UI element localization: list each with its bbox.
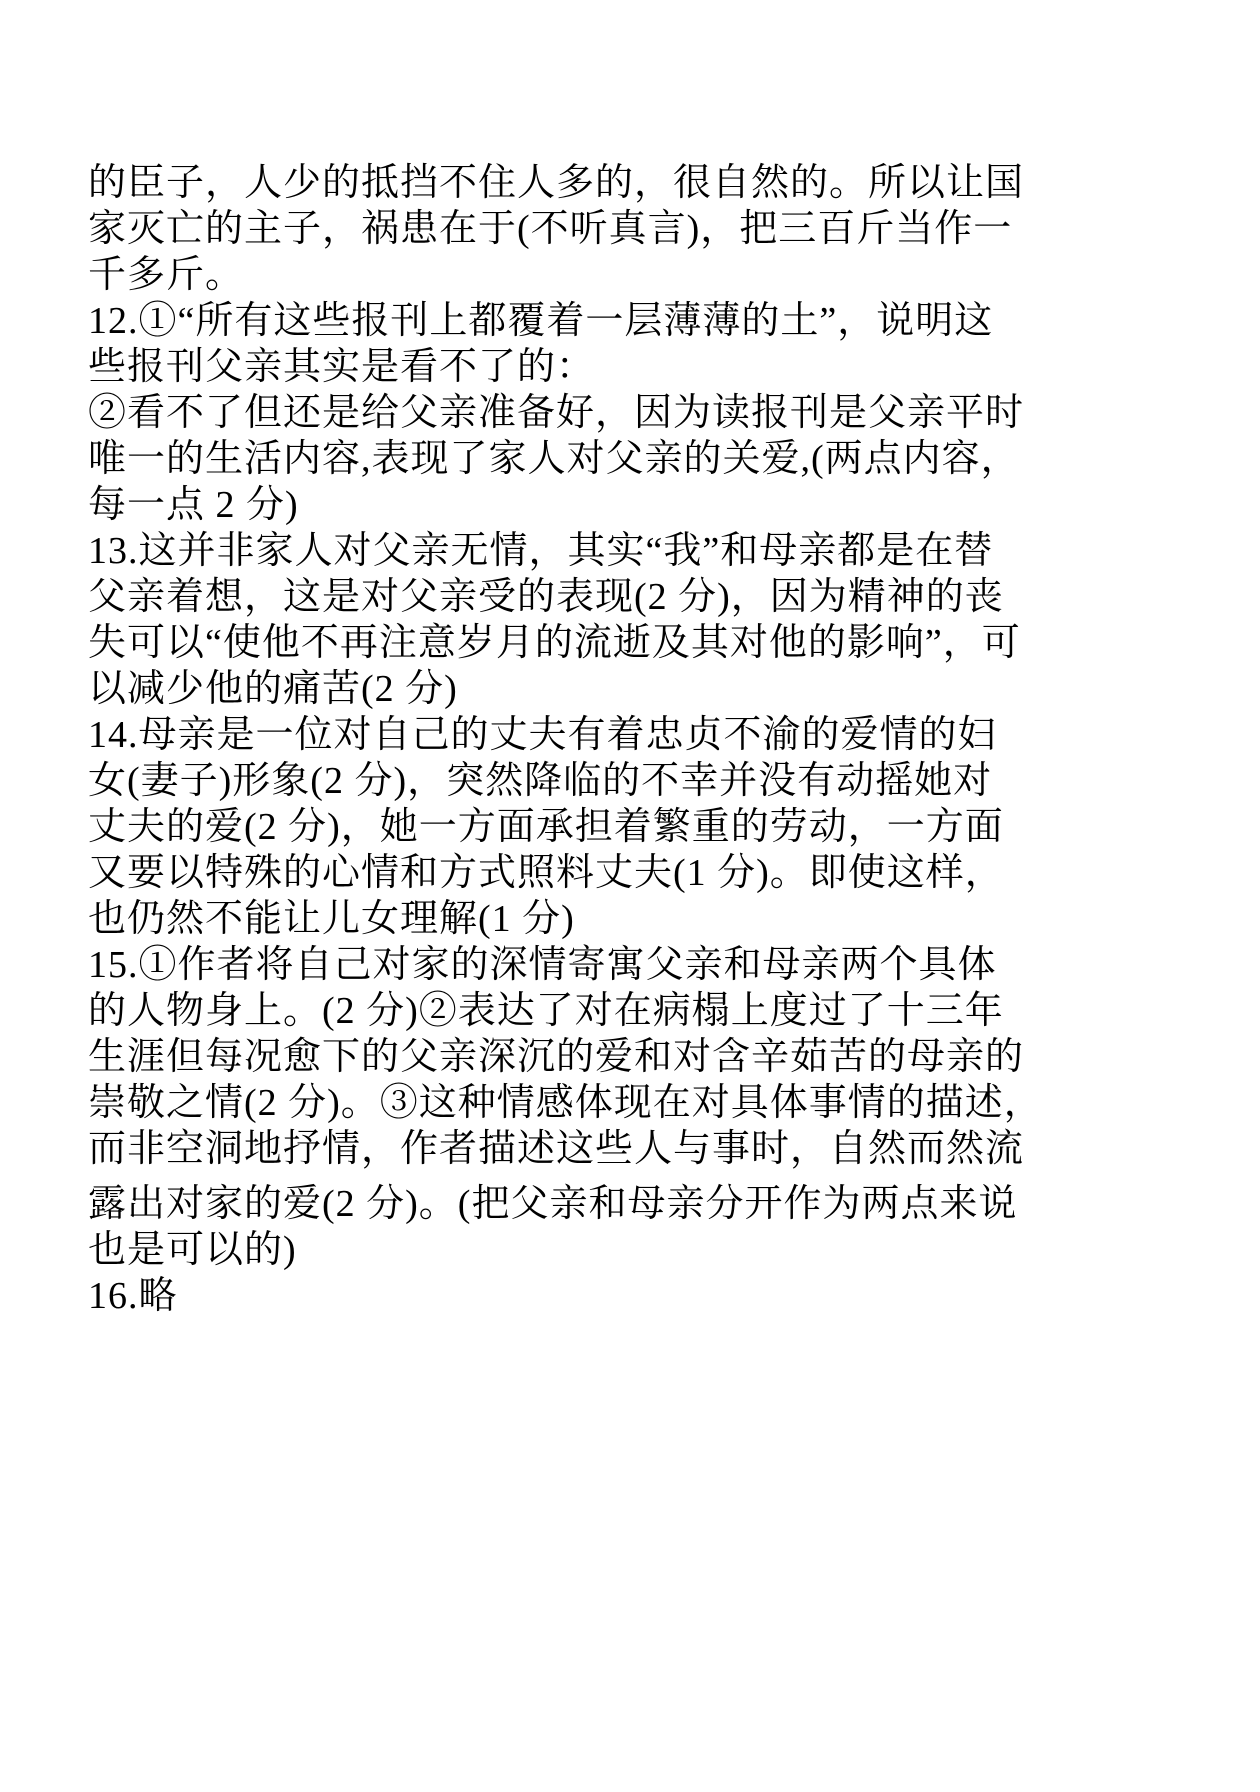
answer-key-text-block — [88, 160, 1043, 1319]
text-line: 父亲着想，这是对父亲受的表现(2 分)，因为精神的丧 — [88, 576, 1004, 618]
text-line: 又要以特殊的心情和方式照料丈夫(1 分)。即使这样， — [88, 852, 1004, 894]
text-line: 也仍然不能让儿女理解(1 分) — [88, 898, 575, 940]
text-line: 13.这并非家人对父亲无情，其实“我”和母亲都是在替 — [88, 530, 994, 572]
answer-13 — [88, 528, 1021, 712]
text-line: 16.略 — [88, 1275, 178, 1317]
answer-15 — [88, 942, 1043, 1273]
text-line: 失可以“使他不再注意岁月的流逝及其对他的影响”，可 — [88, 622, 1021, 664]
answer-16 — [88, 1273, 988, 1319]
text-line: 每一点 2 分) — [88, 484, 299, 526]
text-line: 12.①“所有这些报刊上都覆着一层薄薄的土”，说明这 — [88, 300, 994, 342]
text-line: 千多斤。 — [88, 254, 245, 296]
text-line: 唯一的生活内容,表现了家人对父亲的关爱,(两点内容， — [88, 438, 1020, 480]
answer-14 — [88, 712, 1004, 942]
text-line: 女(妻子)形象(2 分)，突然降临的不幸并没有动摇她对 — [88, 760, 993, 802]
text-line: 生涯但每况愈下的父亲深沉的爱和对含辛茹苦的母亲的 — [88, 1036, 1025, 1078]
text-line: 些报刊父亲其实是看不了的： — [88, 346, 596, 388]
text-line: 而非空洞地抒情，作者描述这些人与事时，自然而然流 — [88, 1128, 1025, 1170]
text-line: 15.①作者将自己对家的深情寄寓父亲和母亲两个具体 — [88, 944, 997, 986]
text-line: 家灭亡的主子，祸患在于(不听真言)，把三百斤当作一 — [88, 208, 1013, 250]
text-line: 的臣子，人少的抵挡不住人多的，很自然的。所以让国 — [88, 162, 1025, 204]
text-line: 以减少他的痛苦(2 分) — [88, 668, 458, 710]
text-line: 也是可以的) — [88, 1229, 297, 1271]
text-line: ②看不了但还是给父亲准备好，因为读报刊是父亲平时 — [88, 392, 1025, 434]
text-line: 崇敬之情(2 分)。③这种情感体现在对具体事情的描述， — [88, 1082, 1043, 1124]
text-line: 丈夫的爱(2 分)，她一方面承担着繁重的劳动，一方面 — [88, 806, 1004, 848]
text-line: 的人物身上。(2 分)②表达了对在病榻上度过了十三年 — [88, 990, 1004, 1032]
text-line: 露出对家的爱(2 分)。(把父亲和母亲分开作为两点来说 — [88, 1183, 1018, 1225]
answer-continuation — [88, 160, 1025, 298]
answer-12 — [88, 298, 1025, 528]
text-line: 14.母亲是一位对自己的丈夫有着忠贞不渝的爱情的妇 — [88, 714, 997, 756]
